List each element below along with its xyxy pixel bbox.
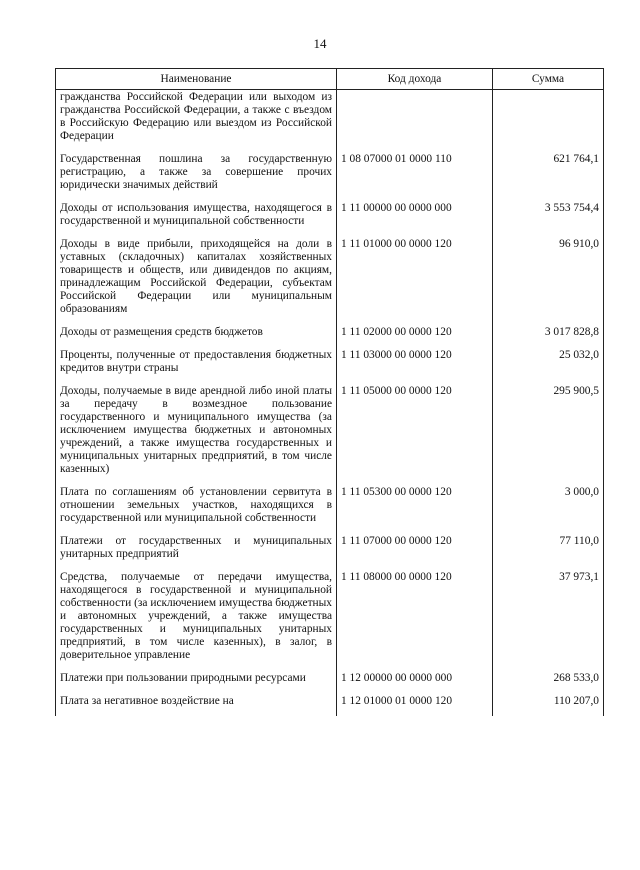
table-row — [56, 347, 604, 383]
row-name: Плата по соглашениям об установлении сервитута в отношении земельных участков, находящихся в государственной или муниципальной собственности — [56, 484, 337, 533]
row-code: 1 11 00000 00 0000 000 — [337, 200, 493, 236]
row-sum: 268 533,0 — [493, 670, 604, 693]
table-body — [56, 90, 604, 717]
table-row — [56, 90, 604, 152]
row-sum: 96 910,0 — [493, 236, 604, 324]
header-sum: Сумма — [493, 69, 604, 90]
row-name: Плата за негативное воздействие на — [56, 693, 337, 716]
page-number: 14 — [313, 36, 327, 51]
row-name: Платежи при пользовании природными ресурсами — [56, 670, 337, 693]
table-row — [56, 670, 604, 693]
row-name: Проценты, полученные от предоставления бюджетных кредитов внутри страны — [56, 347, 337, 383]
row-code: 1 08 07000 01 0000 110 — [337, 151, 493, 200]
row-name: Государственная пошлина за государственную регистрацию, а также за совершение прочих юридически значимых действий — [56, 151, 337, 200]
row-sum: 25 032,0 — [493, 347, 604, 383]
table-row — [56, 151, 604, 200]
table-row — [56, 200, 604, 236]
row-sum — [493, 90, 604, 152]
row-sum: 77 110,0 — [493, 533, 604, 569]
table-row — [56, 236, 604, 324]
row-sum: 3 000,0 — [493, 484, 604, 533]
header-name: Наименование — [56, 69, 337, 90]
table-row — [56, 533, 604, 569]
row-code: 1 12 01000 01 0000 120 — [337, 693, 493, 716]
row-sum: 110 207,0 — [493, 693, 604, 716]
row-name: гражданства Российской Федерации или выходом из гражданства Российской Федерации, а также с въездом в Российскую Федерацию или выездом из Российской Федерации — [56, 90, 337, 152]
header-code: Код дохода — [337, 69, 493, 90]
row-name: Средства, получаемые от передачи имущества, находящегося в государственной и муниципальной собственности (за исключением имущества бюджетных и автономных учреждений, а также имущества государственных и муниципальных унитарных предприятий, в том числе казенных), в залог, в доверительное управление — [56, 569, 337, 670]
row-code: 1 11 01000 00 0000 120 — [337, 236, 493, 324]
row-name: Платежи от государственных и муниципальных унитарных предприятий — [56, 533, 337, 569]
row-code: 1 12 00000 00 0000 000 — [337, 670, 493, 693]
row-code: 1 11 07000 00 0000 120 — [337, 533, 493, 569]
table-row — [56, 383, 604, 484]
row-name: Доходы, получаемые в виде арендной либо иной платы за передачу в возмездное пользование государственного и муниципального имущества (за исключением имущества бюджетных и автономных учреждений, а также имущества государственных и муниципальных унитарных предприятий, в том числе казенных) — [56, 383, 337, 484]
row-name: Доходы в виде прибыли, приходящейся на доли в уставных (складочных) капиталах хозяйственных товариществ и обществ, или дивидендов по акциям, принадлежащим Российской Федерации, субъектам Российской Федерации или муниципальным образованиям — [56, 236, 337, 324]
table-row — [56, 484, 604, 533]
table-row — [56, 693, 604, 716]
row-code — [337, 90, 493, 152]
row-code: 1 11 08000 00 0000 120 — [337, 569, 493, 670]
revenue-table — [55, 68, 604, 716]
row-code: 1 11 03000 00 0000 120 — [337, 347, 493, 383]
header-row — [56, 69, 604, 90]
table-header — [56, 69, 604, 90]
row-sum: 295 900,5 — [493, 383, 604, 484]
row-code: 1 11 05000 00 0000 120 — [337, 383, 493, 484]
row-code: 1 11 02000 00 0000 120 — [337, 324, 493, 347]
table-row — [56, 569, 604, 670]
row-code: 1 11 05300 00 0000 120 — [337, 484, 493, 533]
row-sum: 621 764,1 — [493, 151, 604, 200]
row-sum: 3 017 828,8 — [493, 324, 604, 347]
row-sum: 37 973,1 — [493, 569, 604, 670]
row-name: Доходы от размещения средств бюджетов — [56, 324, 337, 347]
row-name: Доходы от использования имущества, находящегося в государственной и муниципальной собственности — [56, 200, 337, 236]
row-sum: 3 553 754,4 — [493, 200, 604, 236]
table-row — [56, 324, 604, 347]
